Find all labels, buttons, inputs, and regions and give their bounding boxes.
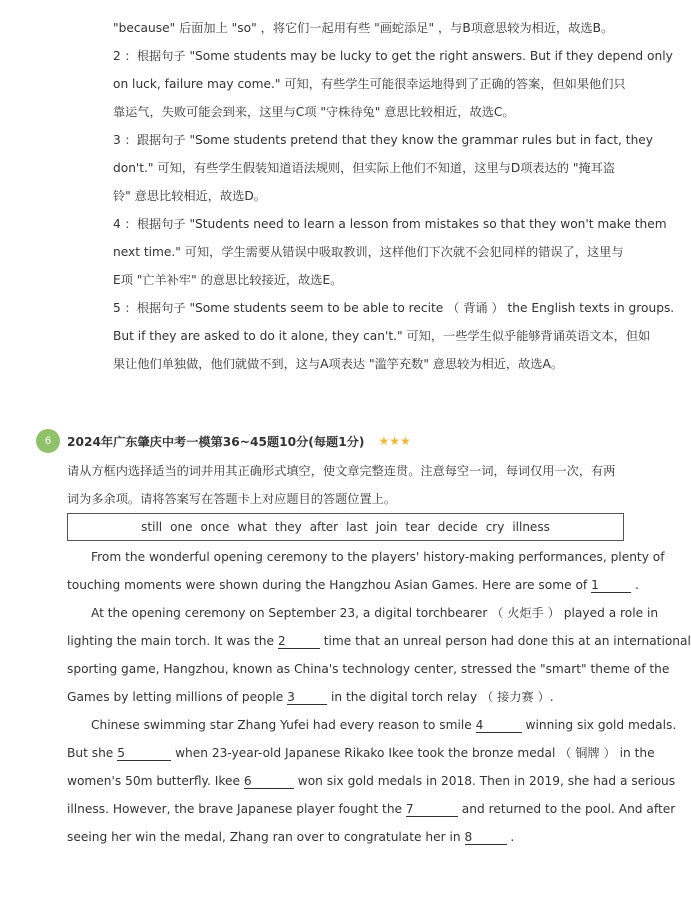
explanation-line: But if they are asked to do it alone, they can't." 可知，一些学生似乎能够背诵英语文本，但如 [113, 329, 651, 343]
passage-text: . [634, 578, 639, 592]
explanation-block [113, 14, 675, 378]
passage-text: Games by letting millions of people [67, 690, 284, 704]
passage-text: in the digital torch relay （ 接力赛 ）. [331, 690, 554, 704]
answer-blank-6[interactable]: 6 [244, 774, 294, 789]
word-bank-item: still [141, 520, 163, 534]
passage-line: From the wonderful opening ceremony to the players' history-making performances, plenty of [91, 550, 665, 564]
explanation-line: next time." 可知，学生需要从错误中吸取教训，这样他们下次就不会犯同样的错误了，这里与 [113, 245, 624, 259]
passage-text: when 23-year-old Japanese Rikako Ikee took the bronze medal （ 铜牌 ） in the [175, 746, 655, 760]
passage-line [67, 739, 655, 767]
answer-blank-2[interactable]: 2 [278, 634, 320, 649]
passage-text: time that an unreal person had done this at an international [323, 634, 691, 648]
word-bank-item: once [200, 520, 230, 534]
word-bank-item: illness [512, 520, 550, 534]
answer-blank-7[interactable]: 7 [406, 802, 458, 817]
passage-line [67, 795, 676, 823]
explanation-line: 铃" 意思比较相近，故选D。 [113, 189, 266, 203]
word-bank-item: last [346, 520, 368, 534]
passage-text: illness. However, the brave Japanese player fought the [67, 802, 403, 816]
explanation-line: 4 ：根据句子 "Students need to learn a lesson from mistakes so that they won't make them [113, 217, 667, 231]
instruction-line: 请从方框内选择适当的词并用其正确形式填空，使文章完整连贯。注意每空一词，每词仅用一次，有两 [67, 464, 616, 478]
explanation-line: E项 "亡羊补牢" 的意思比较接近，故选E。 [113, 273, 343, 287]
passage-text: women's 50m butterfly. Ikee [67, 774, 240, 788]
passage-line [67, 823, 626, 851]
explanation-line: don't." 可知，有些学生假装知道语法规则，但实际上他们不知道，这里与D项表达的 "掩耳盗 [113, 161, 616, 175]
word-bank [67, 513, 624, 541]
passage-line [67, 571, 639, 599]
answer-blank-4[interactable]: 4 [476, 718, 522, 733]
explanation-line: 5 ：根据句子 "Some students seem to be able to recite （ 背诵 ） the English texts in groups. [113, 301, 675, 315]
word-bank-item: decide [437, 520, 478, 534]
cloze-passage [67, 543, 691, 851]
passage-text: . [510, 830, 515, 844]
passage-line [67, 627, 691, 655]
passage-text: and returned to the pool. And after [461, 802, 676, 816]
explanation-line: "because" 后面加上 "so" ，将它们一起用有些 "画蛇添足" ，与B项意思较为相近，故选B。 [113, 21, 614, 35]
passage-text: Chinese swimming star Zhang Yufei had every reason to smile [91, 718, 472, 732]
question-instruction [67, 457, 627, 513]
passage-line [67, 767, 676, 795]
word-bank-item: tear [405, 520, 430, 534]
word-bank-item: cry [485, 520, 505, 534]
word-bank-item: what [237, 520, 267, 534]
passage-text: seeing her win the medal, Zhang ran over to congratulate her in [67, 830, 461, 844]
passage-line: At the opening ceremony on September 23, a digital torchbearer （ 火炬手 ） played a role in [91, 606, 659, 620]
question-number-badge: 6 [36, 429, 60, 453]
question-header [36, 429, 411, 453]
difficulty-stars: ★★★ [378, 434, 411, 448]
explanation-line: on luck, failure may come." 可知，有些学生可能很幸运地得到了正确的答案，但如果他们只 [113, 77, 626, 91]
word-bank-item: one [170, 520, 193, 534]
passage-text: lighting the main torch. It was the [67, 634, 274, 648]
word-bank-item: join [375, 520, 398, 534]
answer-blank-5[interactable]: 5 [117, 746, 171, 761]
answer-blank-8[interactable]: 8 [465, 830, 507, 845]
passage-text: winning six gold medals. [525, 718, 677, 732]
passage-text: But she [67, 746, 114, 760]
passage-line [67, 683, 626, 711]
question-title: 2024年广东肇庆中考一模第36~45题10分(每题1分) [67, 434, 365, 449]
instruction-line: 词为多余项。请将答案写在答题卡上对应题目的答题位置上。 [67, 492, 397, 506]
passage-line: sporting game, Hangzhou, known as China's technology center, stressed the "smart" theme of the [67, 662, 670, 676]
word-bank-item: after [309, 520, 339, 534]
answer-blank-1[interactable]: 1 [591, 578, 631, 593]
passage-line [67, 711, 677, 739]
word-bank-item: they [274, 520, 302, 534]
answer-blank-3[interactable]: 3 [287, 690, 327, 705]
explanation-line: 2 ：根据句子 "Some students may be lucky to get the right answers. But if they depend only [113, 49, 673, 63]
passage-text: touching moments were shown during the Hangzhou Asian Games. Here are some of [67, 578, 588, 592]
explanation-line: 靠运气，失败可能会到来，这里与C项 "守株待兔" 意思比较相近，故选C。 [113, 105, 515, 119]
passage-text: won six gold medals in 2018. Then in 2019, she had a serious [297, 774, 676, 788]
explanation-line: 果让他们单独做，他们就做不到，这与A项表达 "滥竽充数" 意思较为相近，故选A。 [113, 357, 564, 371]
explanation-line: 3 ：跟据句子 "Some students pretend that they know the grammar rules but in fact, they [113, 133, 654, 147]
